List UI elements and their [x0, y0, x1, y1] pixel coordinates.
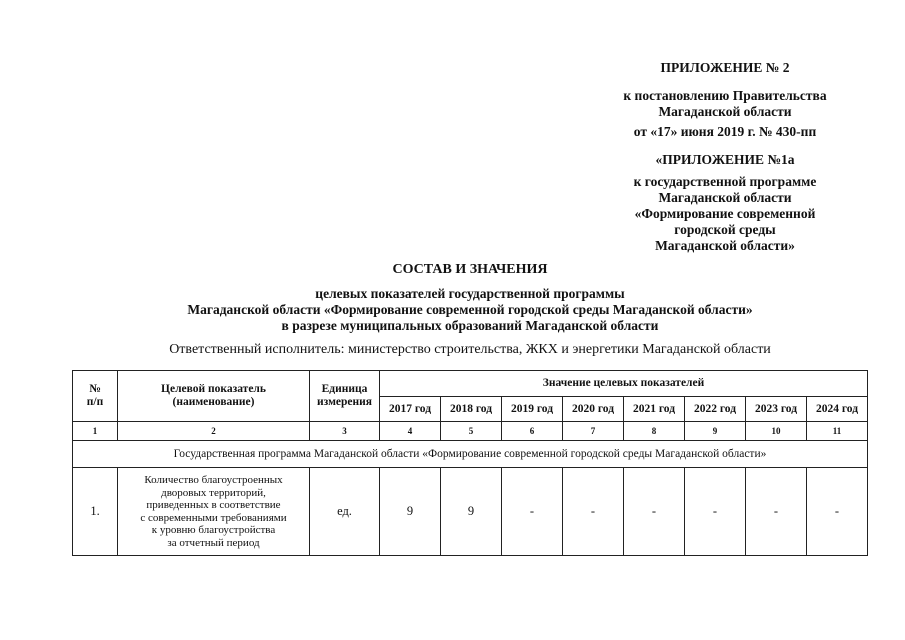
row-number: 1. — [73, 468, 118, 556]
row-value: - — [624, 468, 685, 556]
appendix-title: ПРИЛОЖЕНИЕ № 2 — [660, 60, 790, 75]
appendix-line: Магаданской области» — [655, 238, 795, 253]
document-subtitle — [40, 286, 900, 334]
appendix-line: городской среды — [674, 222, 776, 237]
row-value: 9 — [380, 468, 441, 556]
column-number: 6 — [502, 422, 563, 441]
row-value: - — [746, 468, 807, 556]
subtitle-line: в разрезе муниципальных образований Магаданской области — [281, 318, 659, 333]
header-year: 2022 год — [685, 397, 746, 422]
column-number: 7 — [563, 422, 624, 441]
table-row — [73, 468, 868, 556]
indicators-table — [72, 370, 868, 556]
row-value: 9 — [441, 468, 502, 556]
column-number: 2 — [118, 422, 310, 441]
program-row: Государственная программа Магаданской области «Формирование современной городской среды Магаданской области» — [73, 441, 868, 468]
header-year: 2018 год — [441, 397, 502, 422]
header-year: 2017 год — [380, 397, 441, 422]
header-year: 2024 год — [807, 397, 868, 422]
header-year: 2019 год — [502, 397, 563, 422]
appendix-line: «Формирование современной — [634, 206, 816, 221]
appendix-line: «ПРИЛОЖЕНИЕ №1а — [655, 152, 795, 167]
row-value: - — [502, 468, 563, 556]
row-value: - — [807, 468, 868, 556]
subtitle-line: Магаданской области «Формирование современной городской среды Магаданской области» — [187, 302, 753, 317]
column-number: 4 — [380, 422, 441, 441]
column-number: 8 — [624, 422, 685, 441]
column-number: 9 — [685, 422, 746, 441]
header-year: 2023 год — [746, 397, 807, 422]
appendix-line: Магаданской области — [658, 190, 792, 205]
column-number: 11 — [807, 422, 868, 441]
header-values: Значение целевых показателей — [380, 371, 868, 397]
column-number: 5 — [441, 422, 502, 441]
header-unit: Единица измерения — [310, 371, 380, 422]
appendix-line: от «17» июня 2019 г. № 430-пп — [633, 124, 817, 139]
row-unit: ед. — [310, 468, 380, 556]
subtitle-line: целевых показателей государственной программы — [315, 286, 625, 301]
row-indicator: Количество благоустроенных дворовых территорий, приведенных в соответствие с современными требованиями к уровню благоустройства за отчетный период — [118, 468, 310, 556]
appendix-line: к постановлению Правительства — [623, 88, 827, 103]
column-number: 10 — [746, 422, 807, 441]
row-value: - — [563, 468, 624, 556]
responsible-executor: Ответственный исполнитель: министерство строительства, ЖКХ и энергетики Магаданской области — [169, 342, 771, 357]
header-num: № п/п — [73, 371, 118, 422]
header-indicator: Целевой показатель (наименование) — [118, 371, 310, 422]
appendix-line: к государственной программе — [633, 174, 817, 189]
column-number: 3 — [310, 422, 380, 441]
column-number: 1 — [73, 422, 118, 441]
appendix-block — [600, 60, 850, 254]
row-value: - — [685, 468, 746, 556]
header-year: 2020 год — [563, 397, 624, 422]
appendix-line: Магаданской области — [658, 104, 792, 119]
header-year: 2021 год — [624, 397, 685, 422]
document-title: СОСТАВ И ЗНАЧЕНИЯ — [392, 262, 548, 277]
